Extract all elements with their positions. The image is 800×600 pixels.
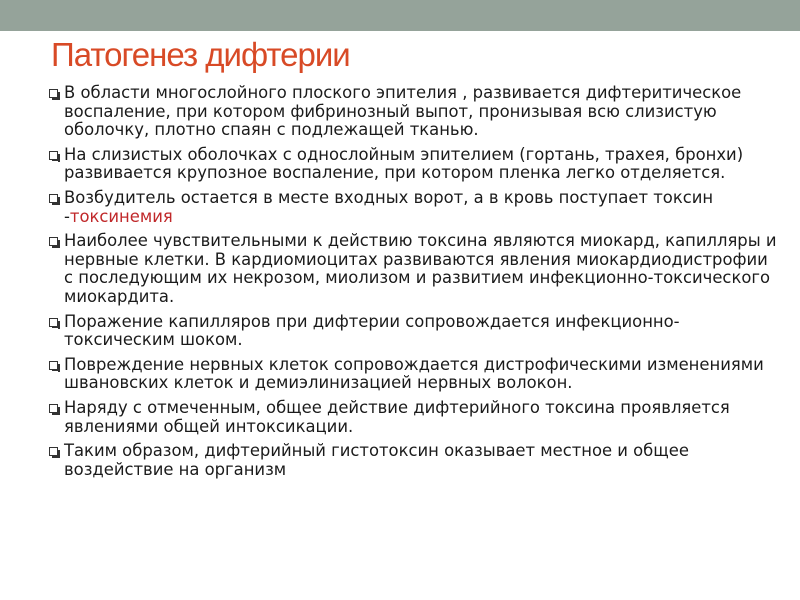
bullet-text: Повреждение нервных клеток сопровождается дистрофическими изменениями швановских клеток и демиэлинизацией нервных волокон. [64, 354, 764, 393]
checkbox-bullet-icon [49, 151, 58, 160]
checkbox-bullet-icon [49, 89, 58, 98]
checkbox-bullet-icon [49, 447, 58, 456]
bullet-item [49, 232, 779, 306]
bullet-text: Поражение капилляров при дифтерии сопровождается инфекционно-токсическим шоком. [64, 311, 680, 350]
bullet-item [49, 442, 779, 479]
checkbox-bullet-icon [49, 237, 58, 246]
bullet-item [49, 146, 779, 183]
bullet-item [49, 189, 779, 226]
highlighted-term: токсинемия [69, 206, 173, 226]
slide-title: Патогенез дифтерии [51, 36, 350, 73]
checkbox-bullet-icon [49, 318, 58, 327]
bullet-text: Таким образом, дифтерийный гистотоксин оказывает местное и общее воздействие на организм [64, 441, 689, 479]
bullet-item [49, 399, 779, 436]
bullet-item [49, 356, 779, 393]
bullet-text: На слизистых оболочках с однослойным эпителием (гортань, трахея, бронхи) развивается крупозное воспаление, при котором пленка легко отделяется. [64, 144, 744, 183]
bullet-item [49, 313, 779, 350]
checkbox-bullet-icon [49, 361, 58, 370]
bullet-text: В области многослойного плоского эпителия , развивается дифтеритическое воспаление, при котором фибринозный выпот, пронизывая всю слизистую оболочку, плотно спаян с подлежащей тканью. [64, 83, 742, 140]
bullet-text: Возбудитель остается в месте входных ворот, а в кровь поступает токсин - [64, 187, 714, 226]
slide-content [49, 84, 779, 485]
checkbox-bullet-icon [49, 404, 58, 413]
top-accent-bar [0, 0, 800, 31]
bullet-item [49, 84, 779, 140]
bullet-text: Наряду с отмеченным, общее действие дифтерийного токсина проявляется явлениями общей интоксикации. [64, 397, 730, 436]
checkbox-bullet-icon [49, 194, 58, 203]
bullet-text: Наиболее чувствительными к действию токсина являются миокард, капилляры и нервные клетки. В кардиомиоцитах развиваются явления миокардиодистрофии с последующим их некрозом, миолизом и развитием инфекционно-токсического миокардита. [64, 231, 777, 306]
